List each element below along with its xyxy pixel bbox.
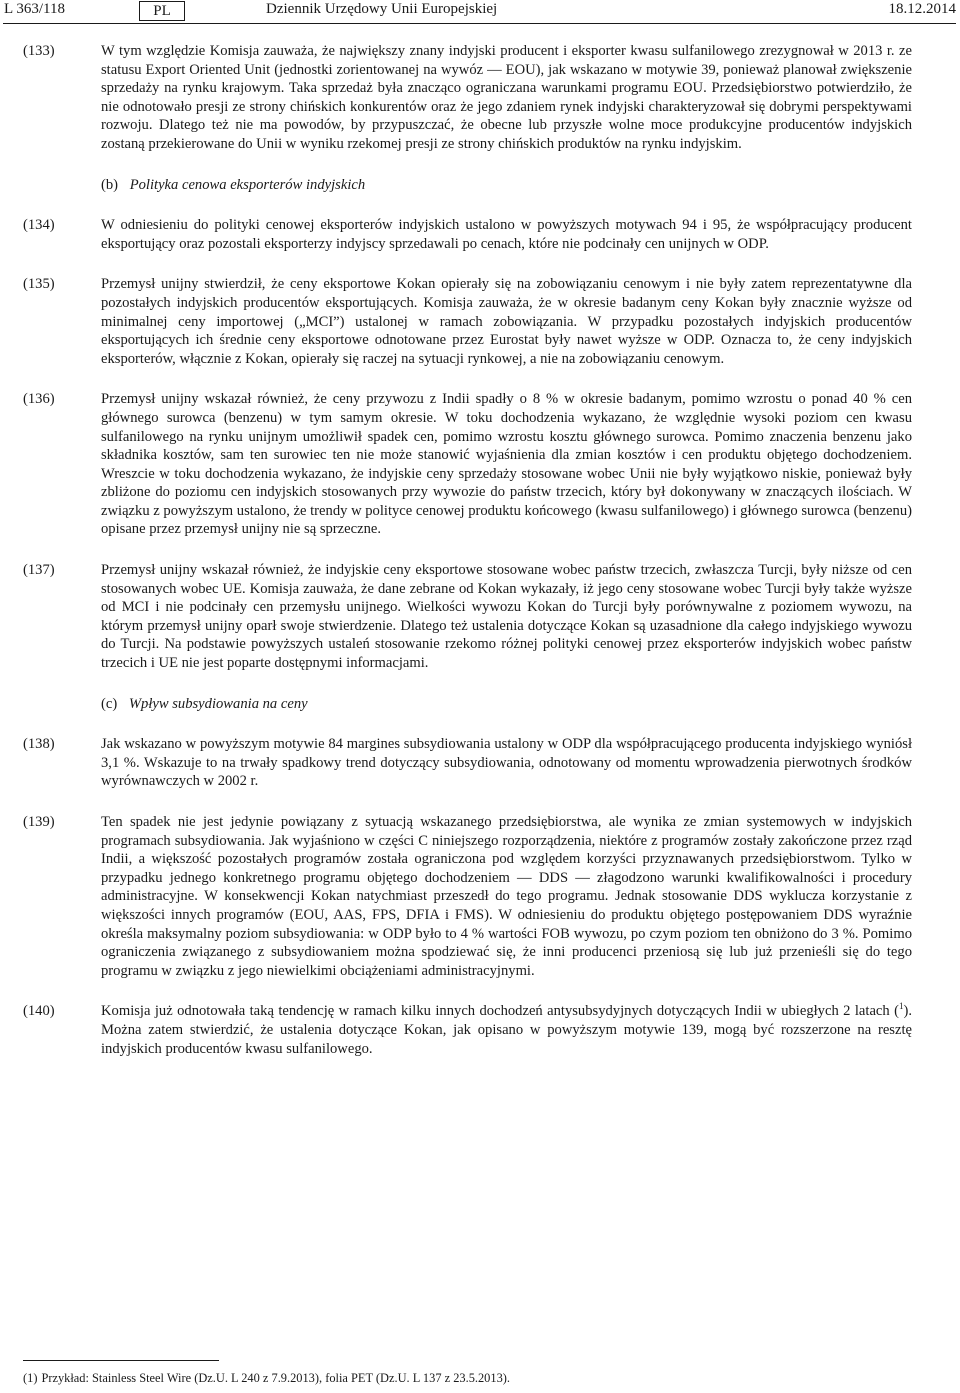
paragraph-number: (135): [23, 276, 55, 293]
page-header: [4, 1, 956, 23]
paragraph-text: Przemysł unijny stwierdził, że ceny eksportowe Kokan opierały się na zobowiązaniu cenowym i nie były zatem reprezentatywne dla pozostałych indyjskich producentów eksportujących. Komisja zauważa, że w okresie badanym ceny Kokan były znacznie wyższe od minimalnej ceny importowej („MCI”) ustalonej w ramach zobowiązania. W przypadku pozostałych indyjskich producentów eksportujących ich średnie ceny eksportowe odnotowane przez Eurostat były nawet wyższe w ODP. Oznacza to, że ceny indyjskich eksporterów, włącznie z Kokan, opierały się raczej na sytuacji rynkowej, a nie na zobowiązaniu cenowym.: [101, 276, 912, 367]
section-letter: (b): [101, 176, 119, 193]
footnote-marker: (1): [23, 1371, 38, 1385]
paragraph-135: [23, 275, 912, 368]
paragraph-text-part-2: ). Można zatem stwierdzić, że ustalenia dotyczące Kokan, jak opisano w powyższym motywie 139, mogą być rozszerzone na resztę indyjskich producentów kwasu sulfanilowego.: [101, 1003, 912, 1057]
paragraph-number: (136): [23, 391, 55, 408]
paragraph-text: W tym względzie Komisja zauważa, że największy znany indyjski producent i eksporter kwasu sulfanilowego zrezygnował w 2013 r. ze statusu Export Oriented Unit (jednostki zorientowanej na wywóz — EOU), jak wskazano w motywie 39, ponieważ planował zwiększenie sprzedaży na rynku krajowym. Taka sprzedaż była znacząco ograniczana warunkami programu EOU. Przedsiębiorstwo potwierdziło, że nie odnotowało presji ze strony chińskich konkurentów oraz że jego zdaniem rynek indyjski charakteryzował się dobrymi perspektywami rozwoju. Dlatego też nie ma powodów, by przypuszczać, że obecne lub przyszłe wolne moce produkcyjne producentów indyjskich zostaną przekierowane do Unii w wyniku rzekomej presji ze strony chińskich produktów na rynku indyjskim.: [101, 43, 912, 152]
section-heading-c: [23, 695, 912, 714]
footnote-reference[interactable]: 1: [898, 1001, 904, 1012]
footnote-text: Przykład: Stainless Steel Wire (Dz.U. L 240 z 7.9.2013), folia PET (Dz.U. L 137 z 23.5.2013).: [41, 1371, 510, 1385]
paragraph-number: (139): [23, 814, 55, 830]
paragraph-137: [23, 561, 912, 673]
footnote: [23, 1370, 912, 1386]
paragraph-139: [23, 813, 912, 980]
page-reference: L 363/118: [4, 1, 65, 17]
paragraph-text: Przemysł unijny wskazał również, że ceny przywozu z Indii spadły o 8 % w okresie badanym, pomimo wzrostu o ponad 40 % cen głównego surowca (benzenu) w tym samym okresie. W toku dochodzenia wykazano, że względnie wysoki poziom cen kwasu sulfanilowego na rynku unijnym umożliwił spadek cen, pomimo wzrostu kosztu głównego surowca. Pomimo znaczenia benzenu jako składnika kosztów, sam ten surowiec ten nie może stanowić wyjaśnienia dla zmian kosztów i cen produktu objętego dochodzeniem. Wreszcie w toku dochodzenia wykazano, że indyjskie ceny sprzedaży stosowane wobec Unii nie były wyjątkowo niskie, ponieważ były zbliżone do poziomu cen indyjskich stosowanych przy wywozie do państw trzecich, który był dokonywany w znaczących ilościach. W związku z powyższym ustalono, że trendy w polityce cenowej produktu końcowego (kwasu sulfanilowego) i głównego surowca (benzenu) opisane przez przemysł unijny nie są sprzeczne.: [101, 391, 912, 538]
paragraph-140: [23, 1002, 912, 1058]
paragraph-text: Przemysł unijny wskazał również, że indyjskie ceny eksportowe stosowane wobec państw trzecich, zwłaszcza Turcji, były niższe od cen stosowanych wobec UE. Komisja zauważa, że dane zebrane od Kokan wykazały, iż jego ceny stosowane wobec Turcji były także wyższe od MCI i nie podcinały cen przemysłu unijnego. Wielkości wywozu Kokan do Turcji były porównywalne z poziomem wywozu, na którym przemysł unijny oparł swoje stwierdzenie. Dlatego też ustalenia dotyczące Kokan są uzasadnione dla całego indyjskiego wywozu do Turcji. Na podstawie powyższych ustaleń stosowanie rzekomo różnej polityki cenowej przez eksporterów indyjskich wobec państw trzecich i UE nie jest poparte dostępnymi informacjami.: [101, 562, 912, 672]
header-divider: [3, 23, 956, 24]
paragraph-136: [23, 390, 912, 539]
publication-date: 18.12.2014: [888, 1, 956, 17]
paragraph-number: (137): [23, 562, 55, 579]
section-letter: (c): [101, 695, 118, 712]
language-code-badge: PL: [139, 1, 185, 21]
section-title: Wpływ subsydiowania na ceny: [128, 695, 308, 712]
paragraph-number: (134): [23, 217, 55, 234]
paragraph-text: Ten spadek nie jest jedynie powiązany z sytuacją wskazanego przedsiębiorstwa, ale wynika ze zmian systemowych w indyjskich programach subsydiowania. Jak wyjaśniono w części C niniejszego rozporządzenia, niektóre z programów zostały zakończone przez rząd Indii, a większość pozostałych programów została ograniczona pod względem korzyści przyznawanych przedsiębiorstwom. Tylko w przypadku jednego konkretnego programu objętego dochodzeniem — DDS — złagodzono warunki kwalifikowalności i procedury administracyjne. W konsekwencji Kokan natychmiast przeszedł do tego programu. Jednak stosowanie DDS wyklucza korzystanie z większości innych programów (EOU, AAS, FPS, DFIA i FMS). W odniesieniu do produktu objętego postępowaniem DDS wyraźnie określa maksymalny poziom subsydiowania: w ODP było to 4 % wartości FOB wywozu, po czym poziom ten obniżono do 3 %. Pomimo ograniczenia związanego z subsydiowaniem można spodziewać się, że inni producenci przeniosą się lub już przenieśli się do tego programu w związku z jego niewielkimi obciążeniami administracyjnymi.: [101, 814, 912, 979]
paragraph-text: W odniesieniu do polityki cenowej eksporterów indyjskich ustalono w powyższych motywach 94 i 95, że współpracujący producent eksportujący oraz pozostali eksporterzy indyjscy sprzedawali po cenach, które nie podcinały cen unijnych w ODP.: [101, 217, 912, 252]
paragraph-number: (133): [23, 43, 55, 59]
paragraph-text: Jak wskazano w powyższym motywie 84 margines subsydiowania ustalony w ODP dla współpracującego producenta indyjskiego wyniósł 3,1 %. Wskazuje to na trwały spadkowy trend dotyczący subsydiowania, odnotowany od momentu wprowadzenia pierwotnych środków wyrównawczych w 2002 r.: [101, 736, 912, 790]
paragraph-number: (138): [23, 736, 55, 753]
section-title: Polityka cenowa eksporterów indyjskich: [129, 176, 366, 193]
section-heading-b: [23, 176, 912, 195]
paragraph-133: [23, 42, 912, 154]
footnote-divider: [23, 1360, 219, 1361]
document-body: [23, 42, 912, 1080]
paragraph-number: (140): [23, 1003, 55, 1020]
paragraph-134: [23, 216, 912, 253]
paragraph-text-part-1: Komisja już odnotowała taką tendencję w ramach kilku innych dochodzeń antysubsydyjnych dotyczących Indii w ubiegłych 2 latach (: [101, 1003, 899, 1020]
journal-title: Dziennik Urzędowy Unii Europejskiej: [266, 1, 498, 17]
paragraph-138: [23, 735, 912, 791]
